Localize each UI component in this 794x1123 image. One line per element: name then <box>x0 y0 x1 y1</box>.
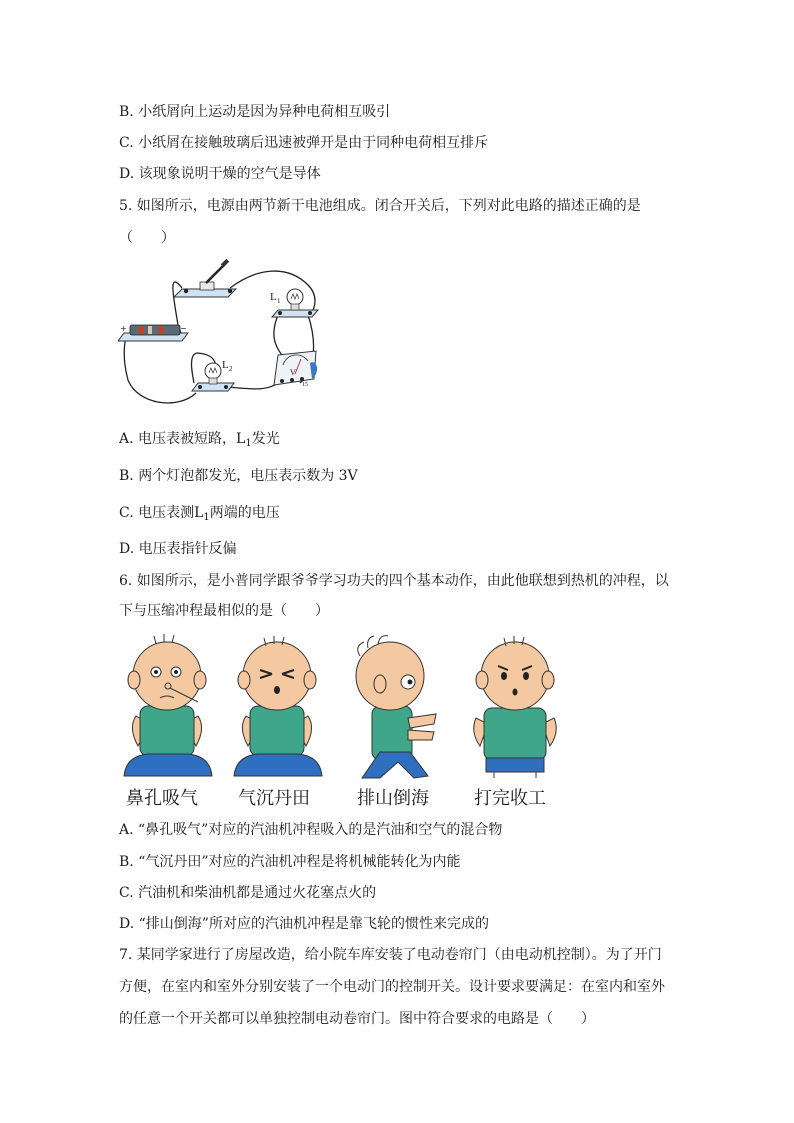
q4-option-b: B. 小纸屑向上运动是因为异种电荷相互吸引 <box>119 104 391 120</box>
q5-stem: 5. 如图所示，电源由两节新干电池组成。闭合开关后，下列对此电路的描述正确的是 <box>119 198 641 214</box>
figure-push-mountains <box>356 636 436 778</box>
q5-option-c-prefix: C. 电压表测 <box>119 505 195 521</box>
figure-label-3: 排山倒海 <box>357 788 429 809</box>
q5-option-a-prefix: A. 电压表被短路， <box>119 431 237 447</box>
figure-label-2: 气沉丹田 <box>238 788 310 809</box>
voltmeter-symbol: V <box>290 368 296 377</box>
q5-option-c-lamp: L <box>194 505 204 521</box>
figure-finish <box>474 636 557 778</box>
lamp-l2 <box>192 359 234 391</box>
q5-option-a-lamp: L <box>236 431 246 447</box>
q6-option-b: B. “气沉丹田”对应的汽油机冲程是将机械能转化为内能 <box>119 854 461 870</box>
battery-plus: + <box>120 324 127 333</box>
q5-option-d: D. 电压表指针反偏 <box>119 541 237 557</box>
q6-option-a: A. “鼻孔吸气”对应的汽油机冲程吸入的是汽油和空气的混合物 <box>119 822 503 838</box>
lamp-l2-label: L <box>222 359 229 371</box>
q5-option-c-suffix: 两端的电压 <box>209 505 280 521</box>
q5-option-b: B. 两个灯泡都发光，电压表示数为 3V <box>119 468 358 484</box>
figure-label-4: 打完收工 <box>474 788 546 809</box>
q7-line1: 7. 某同学家进行了房屋改造，给小院车库安装了电动卷帘门（由电动机控制）。为了开门 <box>119 947 662 963</box>
q6-option-d: D. “排山倒海”所对应的汽油机冲程是靠飞轮的惯性来完成的 <box>119 916 489 932</box>
q6-option-c: C. 汽油机和柴油机都是通过火花塞点火的 <box>119 885 377 901</box>
q6-stem-line2: 下与压缩冲程最相似的是（ ） <box>119 603 329 619</box>
q5-option-a-sub: 1 <box>245 438 252 449</box>
q4-option-c: C. 小纸屑在接触玻璃后迅速被弹开是由于同种电荷相互排斥 <box>119 135 489 151</box>
knife-switch <box>174 259 236 297</box>
q5-option-c-sub: 1 <box>203 512 210 523</box>
q4-option-d: D. 该现象说明干燥的空气是导体 <box>119 166 321 182</box>
battery-minus: − <box>180 324 187 333</box>
voltmeter <box>274 351 317 388</box>
q7-line3: 的任意一个开关都可以单独控制电动卷帘门。图中符合要求的电路是（ ） <box>119 1011 595 1027</box>
q5-paren: （ ） <box>119 230 175 246</box>
battery-pack <box>118 324 188 341</box>
q5-option-c <box>119 504 280 527</box>
q5-option-a-suffix: 发光 <box>251 431 280 447</box>
figure-label-1: 鼻孔吸气 <box>126 788 198 809</box>
lamp-l1-sub: 1 <box>277 297 281 305</box>
lamp-l1-label: L <box>270 291 277 303</box>
figure-nose-breathing <box>124 634 212 776</box>
q6-stem-line1: 6. 如图所示，是小普同学跟爷爷学习功夫的四个基本动作，由此他联想到热机的冲程，以 <box>119 573 669 589</box>
circuit-diagram <box>118 255 328 415</box>
voltmeter-scale: 15 <box>302 382 308 388</box>
kung-fu-figures <box>118 628 558 780</box>
lamp-l2-sub: 2 <box>229 365 233 373</box>
q7-line2: 方便，在室内和室外分别安装了一个电动门的控制开关。设计要求要满足：在室内和室外 <box>119 979 665 995</box>
q5-option-a <box>119 430 280 453</box>
figure-qi-sinking <box>234 636 322 776</box>
lamp-l1 <box>270 289 318 317</box>
